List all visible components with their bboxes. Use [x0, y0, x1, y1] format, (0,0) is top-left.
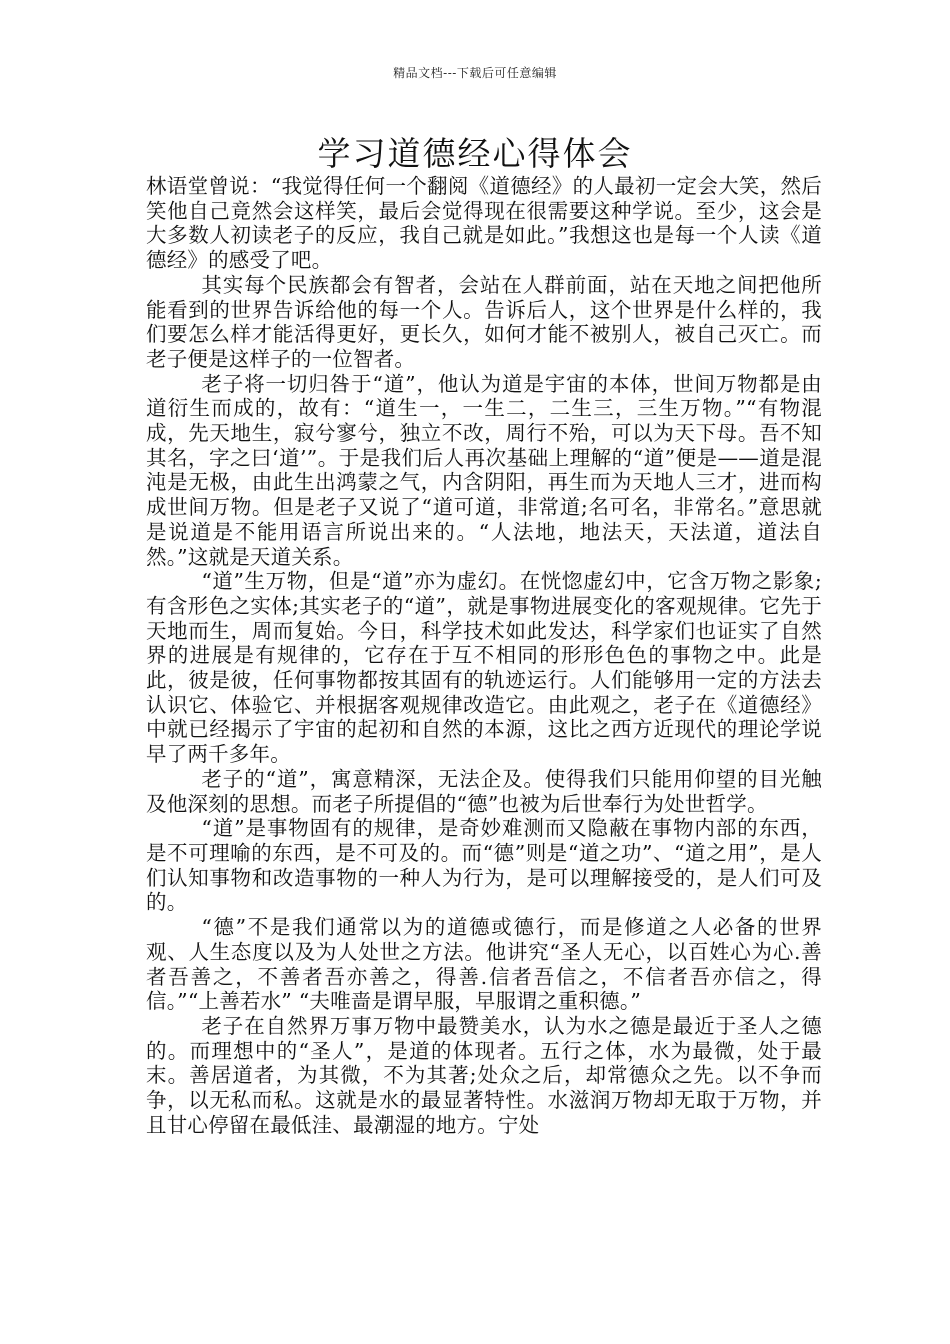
paragraph-1: 林语堂曾说：“我觉得任何一个翻阅《道德经》的人最初一定会大笑，然后笑他自己竟然会这样笑，最后会觉得现在很需要这种学说。至少，这会是大多数人初读老子的反应，我自己就是如此。”我想这也是每一个人读《道德经》的感受了吧。 — [146, 174, 822, 273]
document-body — [146, 174, 822, 1137]
paragraph-7: “德”不是我们通常以为的道德或德行，而是修道之人必备的世界观、人生态度以及为人处世之方法。他讲究“圣人无心，以百姓心为心.善者吾善之，不善者吾亦善之，得善.信者吾信之，不信者吾亦信之，得信。”“上善若水” “夫唯啬是谓早服，早服谓之重积德。” — [146, 915, 822, 1014]
paragraph-8: 老子在自然界万事万物中最赞美水，认为水之德是最近于圣人之德的。而理想中的“圣人”，是道的体现者。五行之体，水为最微，处于最末。善居道者，为其微，不为其著;处众之后，却常德众之先。以不争而争，以无私而私。这就是水的最显著特性。水滋润万物却无取于万物，并且甘心停留在最低洼、最潮湿的地方。宁处 — [146, 1013, 822, 1137]
paragraph-2: 其实每个民族都会有智者，会站在人群前面，站在天地之间把他所能看到的世界告诉给他的每一个人。告诉后人，这个世界是什么样的，我们要怎么样才能活得更好，更长久，如何才能不被别人，被自己灭亡。而老子便是这样子的一位智者。 — [146, 272, 822, 371]
paragraph-4: “道”生万物，但是“道”亦为虚幻。在恍惚虚幻中，它含万物之影象;有含形色之实体;其实老子的“道”，就是事物进展变化的客观规律。它先于天地而生，周而复始。今日，科学技术如此发达，科学家们也证实了自然界的进展是有规律的，它存在于互不相同的形形色色的事物之中。此是此，彼是彼，任何事物都按其固有的轨迹运行。人们能够用一定的方法去认识它、体验它、并根据客观规律改造它。由此观之，老子在《道德经》中就已经揭示了宇宙的起初和自然的本源，这比之西方近现代的理论学说早了两千多年。 — [146, 569, 822, 767]
paragraph-6: “道”是事物固有的规律，是奇妙难测而又隐蔽在事物内部的东西，是不可理喻的东西，是不可及的。而“德”则是“道之功”、“道之用”，是人们认知事物和改造事物的一种人为行为，是可以理解接受的，是人们可及的。 — [146, 816, 822, 915]
paragraph-3: 老子将一切归咎于“道”，他认为道是宇宙的本体，世间万物都是由道衍生而成的，故有：“道生一，一生二，二生三，三生万物。”“有物混成，先天地生，寂兮寥兮，独立不改，周行不殆，可以为天下母。吾不知其名，字之曰‘道’”。于是我们后人再次基础上理解的“道”便是——道是混沌是无极，由此生出鸿蒙之气，内含阴阳，再生而为天地人三才，进而构成世间万物。但是老子又说了“道可道，非常道;名可名，非常名。”意思就是说道是不能用语言所说出来的。“人法地，地法天，天法道，道法自然。”这就是天道关系。 — [146, 371, 822, 569]
header-note: 精品文档---下载后可任意编辑 — [393, 66, 557, 80]
paragraph-5: 老子的“道”，寓意精深，无法企及。使得我们只能用仰望的目光触及他深刻的思想。而老子所提倡的“德”也被为后世奉行为处世哲学。 — [146, 766, 822, 816]
document-title: 学习道德经心得体会 — [317, 134, 633, 173]
